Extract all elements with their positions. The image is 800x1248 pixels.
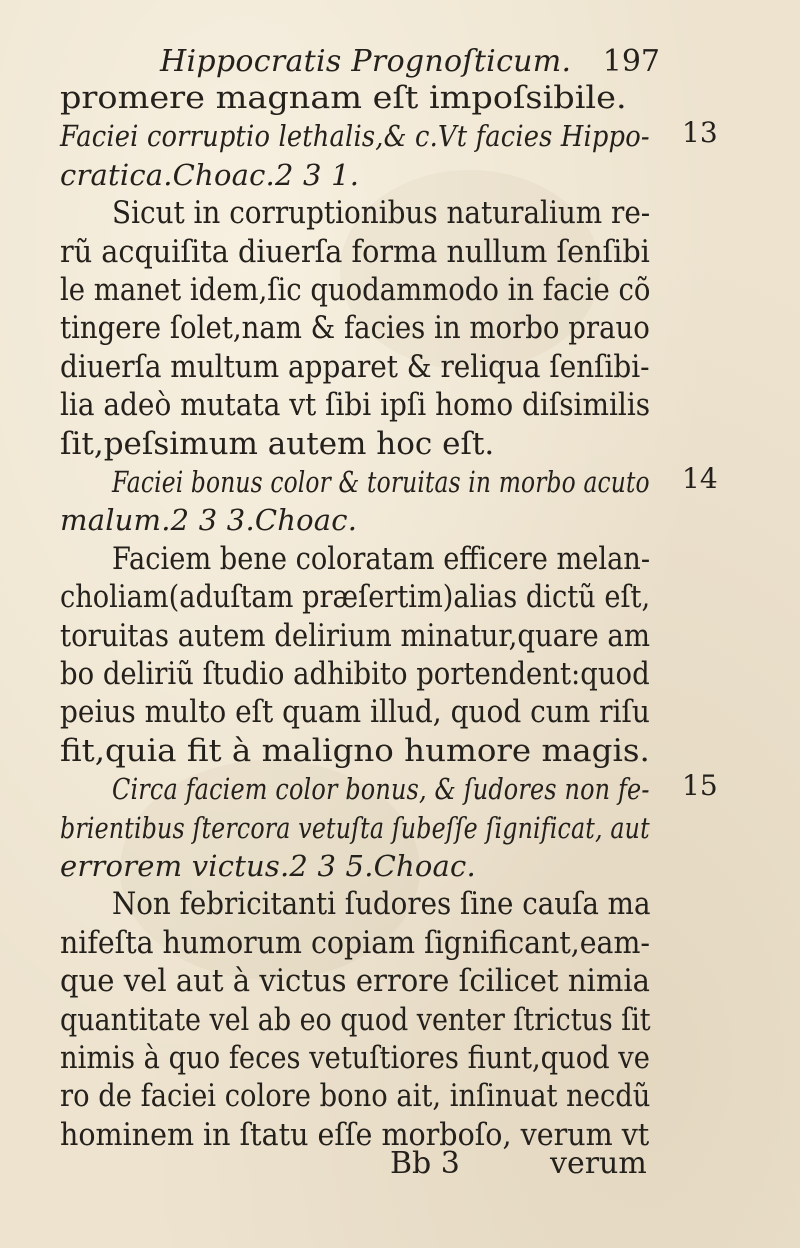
text-line: quantitate vel ab eo quod venter ſtrictus ſit bbox=[60, 1001, 651, 1038]
text-line: Faciem bene coloratam efficere melan- bbox=[112, 540, 651, 577]
rubric-line: Faciei corruptio lethalis,& c.Vt facies Hippo- bbox=[60, 119, 650, 154]
text-line: ſit,peſsimum autem hoc eſt. bbox=[60, 425, 495, 462]
text-line: choliam(aduſtam præſertim)alias dictũ eſt, bbox=[60, 579, 651, 616]
text-line: promere magnam eſt impoſsibile. bbox=[60, 80, 627, 116]
text-line: que vel aut à victus errore ſcilicet nimia bbox=[60, 963, 650, 1000]
page-header bbox=[160, 44, 660, 79]
rubric-line: malum.2 3 3.Choac. bbox=[60, 503, 358, 538]
margin-note: 13 bbox=[682, 116, 718, 150]
text-line: Sicut in corruptionibus naturalium re- bbox=[112, 195, 651, 232]
rubric-line: Circa faciem color bonus, & ſudores non fe- bbox=[112, 772, 650, 807]
margin-note: 15 bbox=[682, 769, 718, 803]
running-title: Hippocratis Prognoſticum. bbox=[160, 44, 572, 79]
catchword: verum bbox=[550, 1146, 647, 1181]
rubric-line: brientibus ſtercora vetuſta ſubeſſe ſignificat, aut bbox=[60, 810, 650, 845]
rubric-line: errorem victus.2 3 5.Choac. bbox=[60, 849, 476, 883]
text-line: bo deliriũ ſtudio adhibito portendent:quod bbox=[60, 656, 650, 692]
text-line: ro de faciei colore bono ait, inſinuat necdũ bbox=[60, 1078, 651, 1115]
page-number: 197 bbox=[602, 44, 660, 79]
text-line: rũ acquiſita diuerſa forma nullum ſenſibi bbox=[60, 233, 650, 270]
text-line: peius multo eſt quam illud, quod cum riſu bbox=[60, 694, 650, 731]
rubric-line: cratica.Choac.2 3 1. bbox=[60, 157, 360, 192]
margin-note: 14 bbox=[682, 462, 718, 495]
text-line: lia adeò mutata vt ſibi ipſi homo diſsimilis bbox=[60, 387, 651, 424]
text-line: hominem in ſtatu eſſe morboſo, verum vt bbox=[60, 1116, 650, 1153]
signature-mark: Bb 3 bbox=[390, 1146, 460, 1181]
text-line: nimis à quo feces vetuſtiores fiunt,quod ve bbox=[60, 1040, 650, 1076]
rubric-line: Faciei bonus color & toruitas in morbo acuto bbox=[112, 465, 650, 499]
text-line: Non febricitanti ſudores ſine cauſa ma bbox=[112, 886, 651, 923]
text-line: tingere ſolet,nam & facies in morbo prauo bbox=[60, 310, 650, 347]
text-line: nifeſta humorum copiam ſignificant,eam- bbox=[60, 924, 651, 961]
text-line: fit,quia fit à maligno humore magis. bbox=[60, 732, 650, 769]
text-line: le manet idem,ſic quodammodo in facie cõ bbox=[60, 272, 651, 308]
text-line: toruitas autem delirium minatur,quare am bbox=[60, 617, 650, 654]
text-line: diuerſa multum apparet & reliqua ſenſibi- bbox=[60, 348, 650, 385]
